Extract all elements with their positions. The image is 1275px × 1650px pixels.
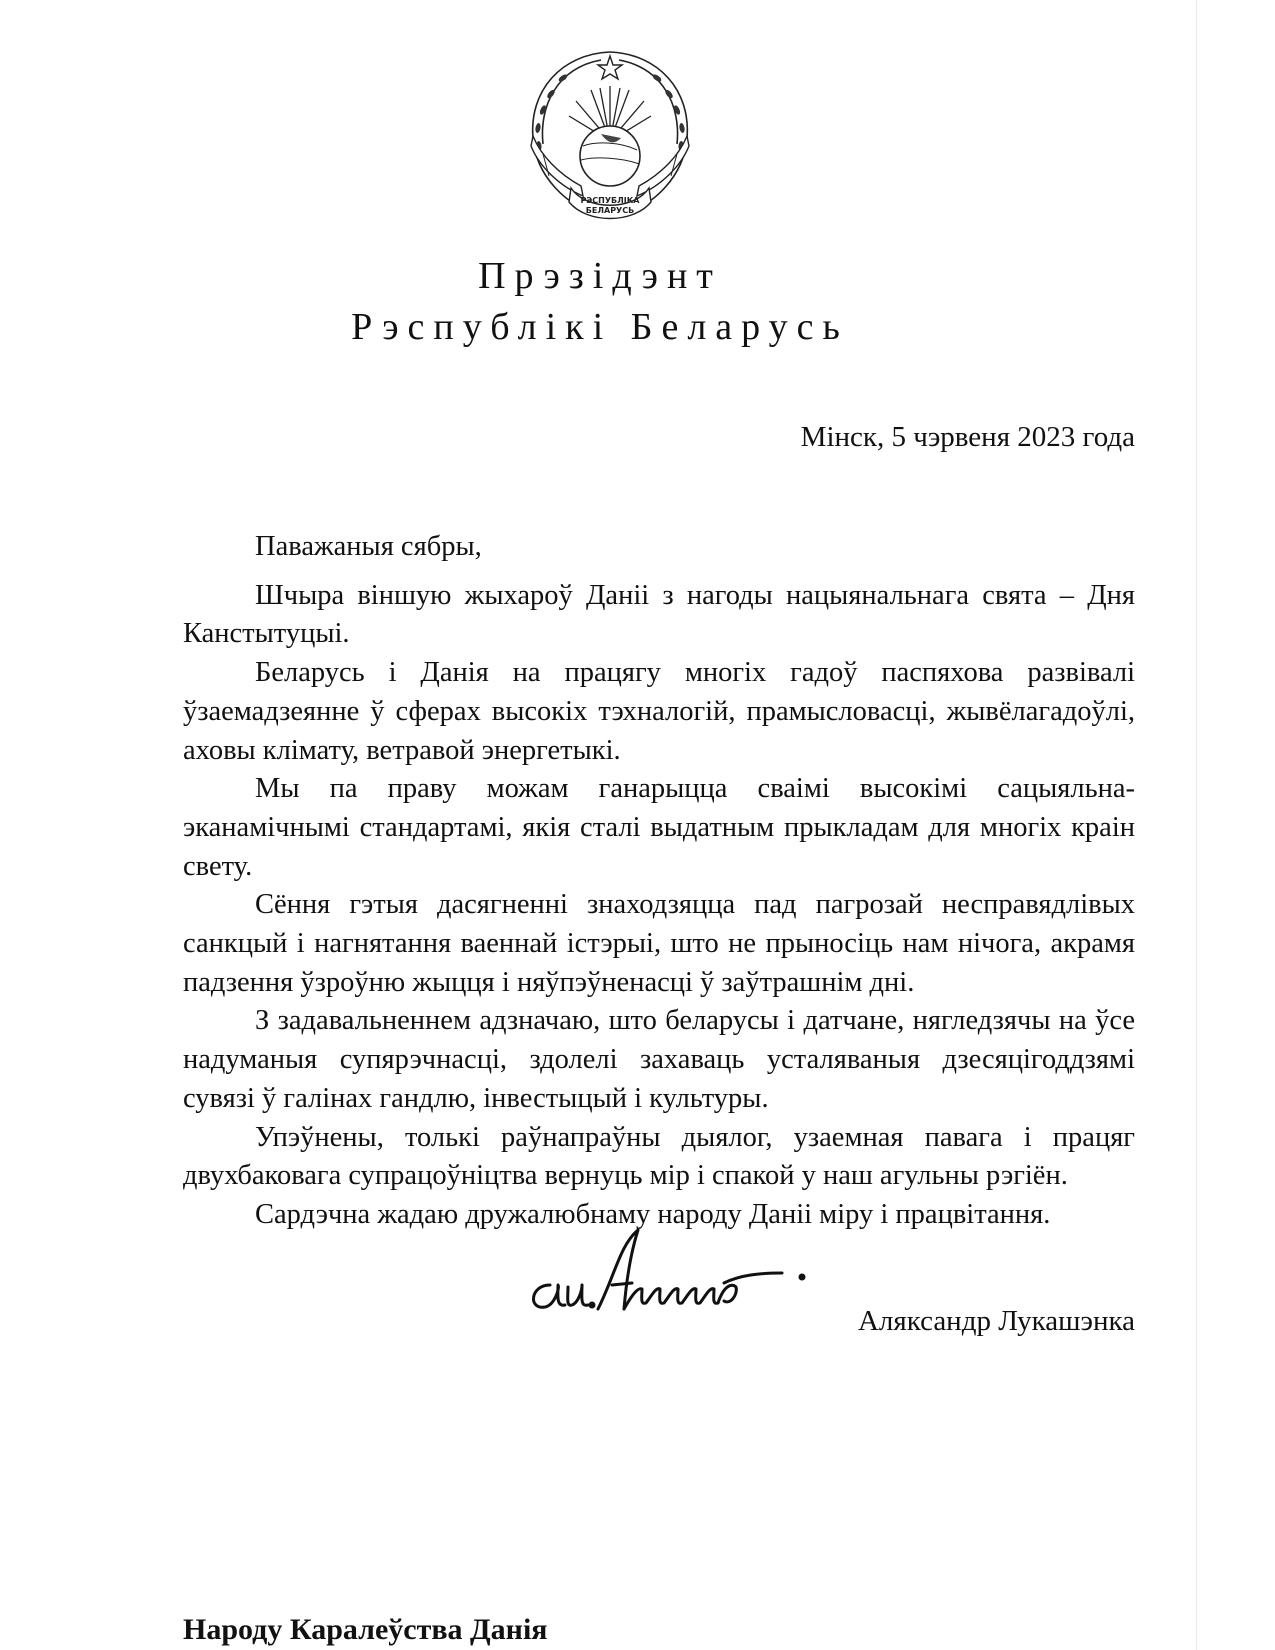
paragraph: Упэўнены, толькі раўнапраўны дыялог, узаемная павага і працяг двухбаковага супрацоўніцтва вернуць мір і спакой у наш агульны рэгіён. [183,1121,1135,1192]
letterhead-title-line2: Рэспублікі Беларусь [351,306,849,348]
paragraph: Шчыра віншую жыхароў Даніі з нагоды нацыянальнага свята – Дня Канстытуцыі. [183,579,1135,650]
svg-text:БЕЛАРУСЬ: БЕЛАРУСЬ [585,206,635,215]
letter-date: Мінск, 5 чэрвеня 2023 года [800,421,1135,453]
paragraph: Сардэчна жадаю дружалюбнаму народу Даніі міру і працвітання. [255,1198,1051,1230]
belarus-state-emblem-icon [521,46,699,224]
svg-text:РЭСПУБЛІКА: РЭСПУБЛІКА [580,196,640,205]
handwritten-signature-icon [520,1225,850,1325]
paragraph: Беларусь і Данія на працягу многіх гадоў паспяхова развівалі ўзаемадзеянне ў сферах высокіх тэхналогій, прамысловасці, жывёлагадоўлі, аховы клімату, ветравой энергетыкі. [183,657,1135,766]
signer-name: Аляксандр Лукашэнка [857,1305,1135,1337]
letterhead-title-line1: Прэзідэнт [478,255,722,297]
paragraph: Сёння гэтыя дасягненні знаходзяцца пад пагрозай несправядлівых санкцый і нагнятання ваеннай істэрыі, што не прыносіць нам нічога, акрамя падзення ўзроўню жыцця і няўпэўненасці ў заўтрашнім дні. [183,889,1135,998]
salutation: Паважаныя сябры, [255,531,482,562]
paragraph: Мы па праву можам ганарыцца сваімі высокімі сацыяльна-эканамічнымі стандартамі, якія сталі выдатным прыкладам для многіх краін свету. [183,773,1135,882]
paragraph: З задавальненнем адзначаю, што беларусы і датчане, нягледзячы на ўсе надуманыя супярэчнасці, здолелі захаваць усталяваныя дзесяцігоддзямі сувязі ў галінах гандлю, інвестыцый і культуры. [183,1005,1135,1114]
page-edge [1196,0,1197,1650]
letter-body [183,528,1135,1235]
addressee: Народу Каралеўства Данія [183,1613,548,1646]
